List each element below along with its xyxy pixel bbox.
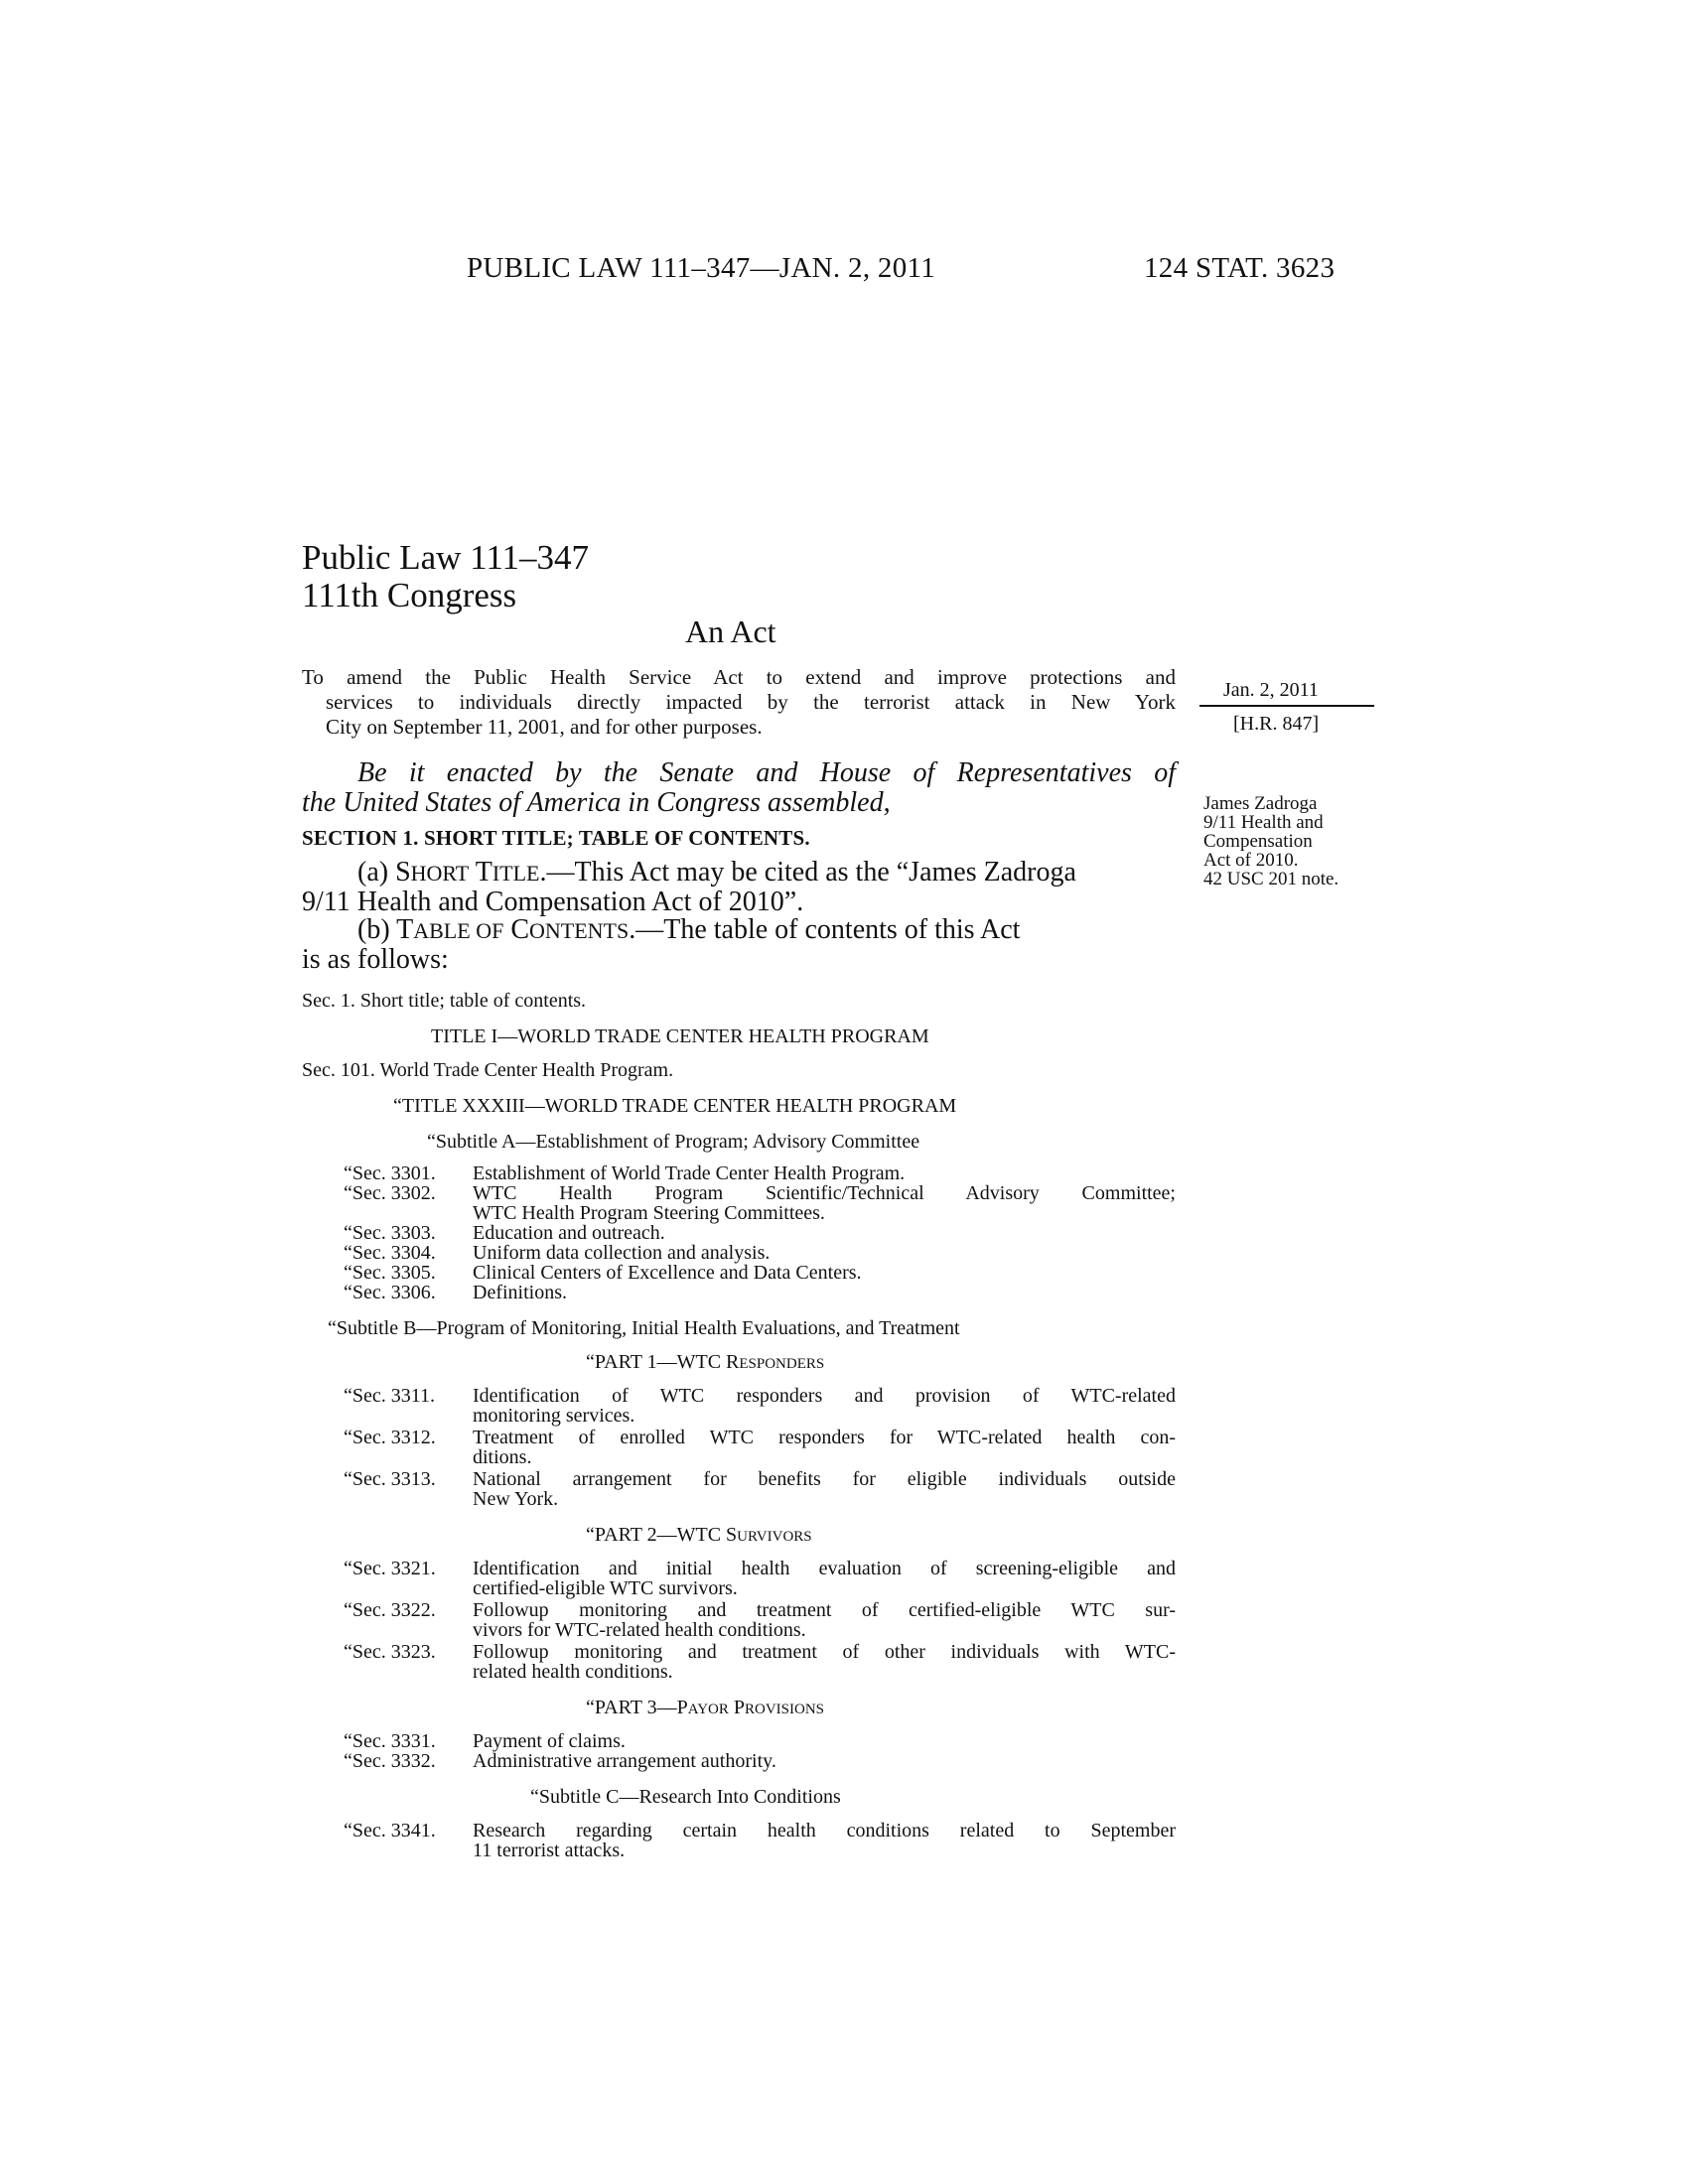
subsection-b xyxy=(302,915,1176,974)
toc-sec-number: “Sec. 3321. xyxy=(344,1558,436,1579)
toc-sec-title: Uniform data collection and analysis. xyxy=(473,1242,771,1264)
margin-note-line: 9/11 Health and xyxy=(1203,812,1324,833)
act-purpose xyxy=(302,665,1176,740)
toc-sec-number: “Sec. 3332. xyxy=(344,1750,436,1772)
margin-note-line: Compensation xyxy=(1203,831,1313,852)
subsection-a-label-cont: T xyxy=(469,857,492,887)
toc-title-heading: “TITLE XXXIII—WORLD TRADE CENTER HEALTH PROGRAM xyxy=(393,1095,957,1117)
toc-sec-title: Research regarding certain health conditions related to September xyxy=(473,1820,1176,1842)
subsection-a xyxy=(302,858,1176,916)
toc-sec-title-cont: 11 terrorist attacks. xyxy=(473,1840,626,1861)
margin-rule xyxy=(1199,705,1374,707)
toc-sec-title-cont: certified-eligible WTC survivors. xyxy=(473,1577,738,1599)
toc-entry: Sec. 101. World Trade Center Health Program. xyxy=(302,1059,674,1081)
toc-sec-title: Clinical Centers of Excellence and Data Centers. xyxy=(473,1262,862,1284)
enacting-line: Be it enacted by the Senate and House of Representatives of xyxy=(357,757,1176,788)
toc-part-label-cont: P xyxy=(728,1697,745,1718)
toc-sec-number: “Sec. 3341. xyxy=(344,1820,436,1842)
toc-subtitle-heading: “Subtitle C—Research Into Conditions xyxy=(530,1786,841,1808)
toc-sec-title: Administrative arrangement authority. xyxy=(473,1750,776,1772)
subsection-b-label-cont: C xyxy=(503,914,529,945)
toc-sec-title: Identification and initial health evaluation of screening-eligible and xyxy=(473,1558,1176,1579)
toc-sec-title-cont: ditions. xyxy=(473,1446,532,1468)
toc-subtitle-heading: “Subtitle A—Establishment of Program; Advisory Committee xyxy=(427,1131,920,1153)
small-caps: ROVISIONS xyxy=(745,1702,825,1717)
small-caps: ABLE OF xyxy=(413,918,504,943)
section-heading: SECTION 1. SHORT TITLE; TABLE OF CONTENTS. xyxy=(302,826,810,850)
small-caps: ITLE xyxy=(492,861,540,886)
toc-part-heading xyxy=(586,1698,824,1719)
toc-sec-number: “Sec. 3301. xyxy=(344,1162,436,1184)
small-caps: ONTENTS xyxy=(529,918,630,943)
toc-sec-number: “Sec. 3306. xyxy=(344,1282,436,1303)
margin-note-line: James Zadroga xyxy=(1203,793,1318,814)
toc-sec-title-cont: related health conditions. xyxy=(473,1661,673,1683)
margin-note-line: 42 USC 201 note. xyxy=(1203,869,1339,889)
toc-sec-title: Followup monitoring and treatment of other individuals with WTC- xyxy=(473,1641,1176,1663)
toc-sec-number: “Sec. 3303. xyxy=(344,1222,436,1244)
toc-sec-title: National arrangement for benefits for eligible individuals outside xyxy=(473,1468,1176,1490)
enacting-line: the United States of America in Congress assembled, xyxy=(302,787,891,818)
subsection-b-text: is as follows: xyxy=(302,944,449,975)
toc-sec-title-cont: vivors for WTC-related health conditions. xyxy=(473,1619,806,1641)
toc-sec-title: Definitions. xyxy=(473,1282,567,1303)
toc-sec-number: “Sec. 3323. xyxy=(344,1641,436,1663)
subsection-a-text: .—This Act may be cited as the “James Zadroga xyxy=(539,857,1076,887)
toc-sec-number: “Sec. 3305. xyxy=(344,1262,436,1284)
subsection-a-text: 9/11 Health and Compensation Act of 2010”. xyxy=(302,887,804,917)
act-heading: An Act xyxy=(685,614,776,649)
toc-sec-title: Establishment of World Trade Center Health Program. xyxy=(473,1162,906,1184)
purpose-line: To amend the Public Health Service Act to extend and improve protections and xyxy=(302,665,1176,689)
congress: 111th Congress xyxy=(302,576,517,614)
toc-sec-title: Payment of claims. xyxy=(473,1730,626,1752)
small-caps: AYOR xyxy=(687,1702,729,1717)
purpose-line: City on September 11, 2001, and for other purposes. xyxy=(326,715,763,739)
subsection-b-label: (b) T xyxy=(357,914,414,945)
toc-sec-number: “Sec. 3322. xyxy=(344,1599,436,1621)
toc-sec-title-cont: monitoring services. xyxy=(473,1405,635,1427)
margin-bill-number: [H.R. 847] xyxy=(1233,713,1320,735)
toc-sec-number: “Sec. 3304. xyxy=(344,1242,436,1264)
running-header-left: PUBLIC LAW 111–347—JAN. 2, 2011 xyxy=(467,252,936,284)
small-caps: HORT xyxy=(410,861,470,886)
page-number: 124 STAT. 3623 xyxy=(1144,252,1336,284)
toc-sec-title: Followup monitoring and treatment of certified-eligible WTC sur- xyxy=(473,1599,1176,1621)
small-caps: ESPONDERS xyxy=(739,1356,825,1372)
toc-sec-number: “Sec. 3311. xyxy=(344,1385,436,1407)
toc-part-heading xyxy=(586,1352,824,1374)
toc-title-heading: TITLE I—WORLD TRADE CENTER HEALTH PROGRAM xyxy=(431,1025,929,1047)
toc-part-label: “PART 3—P xyxy=(586,1697,688,1718)
toc-sec-title-cont: New York. xyxy=(473,1488,559,1510)
margin-note-line: Act of 2010. xyxy=(1203,850,1299,871)
purpose-line: services to individuals directly impacted by the terrorist attack in New York xyxy=(326,690,1176,714)
toc-sec-title: Treatment of enrolled WTC responders for WTC-related health con- xyxy=(473,1427,1176,1448)
toc-sec-number: “Sec. 3313. xyxy=(344,1468,436,1490)
toc-part-label: “PART 1—WTC R xyxy=(586,1351,740,1373)
subsection-b-text: .—The table of contents of this Act xyxy=(629,914,1021,945)
subsection-a-label: (a) S xyxy=(357,857,411,887)
toc-subtitle-heading: “Subtitle B—Program of Monitoring, Initial Health Evaluations, and Treatment xyxy=(328,1317,960,1339)
toc-part-label: “PART 2—WTC S xyxy=(586,1524,738,1546)
small-caps: URVIVORS xyxy=(737,1529,812,1545)
enacting-clause xyxy=(302,758,1176,818)
margin-short-title-note xyxy=(1203,794,1338,888)
margin-date: Jan. 2, 2011 xyxy=(1223,679,1319,701)
toc-sec-number: “Sec. 3331. xyxy=(344,1730,436,1752)
toc-sec-number: “Sec. 3302. xyxy=(344,1182,436,1204)
toc-sec-title: Identification of WTC responders and provision of WTC-related xyxy=(473,1385,1176,1407)
toc-part-heading xyxy=(586,1525,812,1547)
toc-sec-number: “Sec. 3312. xyxy=(344,1427,436,1448)
toc-sec-title-cont: WTC Health Program Steering Committees. xyxy=(473,1202,825,1224)
toc-entry: Sec. 1. Short title; table of contents. xyxy=(302,990,587,1012)
toc-sec-title: Education and outreach. xyxy=(473,1222,665,1244)
law-number: Public Law 111–347 xyxy=(302,538,590,577)
toc-sec-title: WTC Health Program Scientific/Technical Advisory Committee; xyxy=(473,1182,1176,1204)
